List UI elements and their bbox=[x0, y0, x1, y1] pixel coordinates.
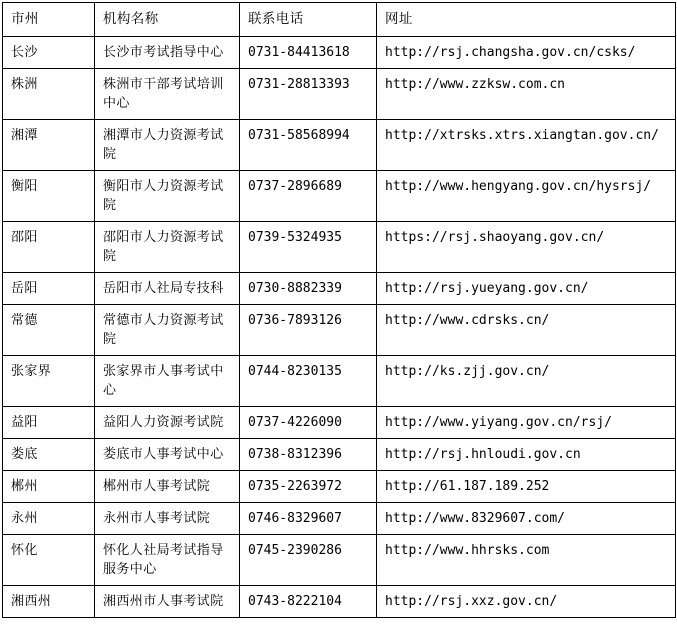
cell-phone: 0737-2896689 bbox=[240, 171, 377, 222]
cell-organization: 湘西州市人事考试院 bbox=[95, 586, 240, 618]
table-header bbox=[3, 3, 676, 37]
cell-city: 衡阳 bbox=[3, 171, 95, 222]
cell-url[interactable]: http://xtrsks.xtrs.xiangtan.gov.cn/ bbox=[377, 120, 676, 171]
cell-organization: 永州市人事考试院 bbox=[95, 503, 240, 535]
cell-url[interactable]: http://www.hhrsks.com bbox=[377, 535, 676, 586]
cell-organization: 益阳人力资源考试院 bbox=[95, 407, 240, 439]
cell-url[interactable]: http://rsj.yueyang.gov.cn/ bbox=[377, 273, 676, 305]
table-row bbox=[3, 222, 676, 273]
cell-city: 常德 bbox=[3, 305, 95, 356]
cell-city: 株洲 bbox=[3, 69, 95, 120]
cell-phone: 0730-8882339 bbox=[240, 273, 377, 305]
cell-organization: 株洲市干部考试培训中心 bbox=[95, 69, 240, 120]
table-row bbox=[3, 356, 676, 407]
cell-organization: 衡阳市人力资源考试院 bbox=[95, 171, 240, 222]
table-row bbox=[3, 171, 676, 222]
cell-phone: 0739-5324935 bbox=[240, 222, 377, 273]
cell-city: 邵阳 bbox=[3, 222, 95, 273]
cell-url[interactable]: http://www.zzksw.com.cn bbox=[377, 69, 676, 120]
table-row bbox=[3, 535, 676, 586]
cell-organization: 娄底市人事考试中心 bbox=[95, 439, 240, 471]
cell-city: 湘潭 bbox=[3, 120, 95, 171]
cell-phone: 0743-8222104 bbox=[240, 586, 377, 618]
column-header-organization: 机构名称 bbox=[95, 3, 240, 37]
table-row bbox=[3, 120, 676, 171]
cell-city: 永州 bbox=[3, 503, 95, 535]
cell-url[interactable]: http://61.187.189.252 bbox=[377, 471, 676, 503]
table-row bbox=[3, 37, 676, 69]
cell-organization: 湘潭市人力资源考试院 bbox=[95, 120, 240, 171]
cell-city: 长沙 bbox=[3, 37, 95, 69]
cell-url[interactable]: http://www.cdrsks.cn/ bbox=[377, 305, 676, 356]
exam-agency-contact-table bbox=[2, 2, 676, 618]
cell-city: 娄底 bbox=[3, 439, 95, 471]
cell-phone: 0746-8329607 bbox=[240, 503, 377, 535]
cell-url[interactable]: http://www.hengyang.gov.cn/hysrsj/ bbox=[377, 171, 676, 222]
table-row bbox=[3, 407, 676, 439]
cell-city: 怀化 bbox=[3, 535, 95, 586]
cell-organization: 张家界市人事考试中心 bbox=[95, 356, 240, 407]
cell-url[interactable]: http://www.8329607.com/ bbox=[377, 503, 676, 535]
cell-city: 湘西州 bbox=[3, 586, 95, 618]
cell-city: 益阳 bbox=[3, 407, 95, 439]
table-header-row bbox=[3, 3, 676, 37]
cell-organization: 长沙市考试指导中心 bbox=[95, 37, 240, 69]
cell-url[interactable]: http://rsj.xxz.gov.cn/ bbox=[377, 586, 676, 618]
cell-phone: 0736-7893126 bbox=[240, 305, 377, 356]
table-row bbox=[3, 503, 676, 535]
table-row bbox=[3, 69, 676, 120]
table-body bbox=[3, 37, 676, 618]
column-header-phone: 联系电话 bbox=[240, 3, 377, 37]
cell-city: 郴州 bbox=[3, 471, 95, 503]
cell-url[interactable]: https://rsj.shaoyang.gov.cn/ bbox=[377, 222, 676, 273]
cell-phone: 0745-2390286 bbox=[240, 535, 377, 586]
column-header-url: 网址 bbox=[377, 3, 676, 37]
table-row bbox=[3, 439, 676, 471]
document-page bbox=[0, 2, 677, 635]
cell-phone: 0738-8312396 bbox=[240, 439, 377, 471]
cell-phone: 0744-8230135 bbox=[240, 356, 377, 407]
cell-url[interactable]: http://rsj.changsha.gov.cn/csks/ bbox=[377, 37, 676, 69]
column-header-city: 市州 bbox=[3, 3, 95, 37]
cell-organization: 常德市人力资源考试院 bbox=[95, 305, 240, 356]
cell-phone: 0735-2263972 bbox=[240, 471, 377, 503]
cell-organization: 怀化人社局考试指导服务中心 bbox=[95, 535, 240, 586]
cell-city: 岳阳 bbox=[3, 273, 95, 305]
cell-url[interactable]: http://www.yiyang.gov.cn/rsj/ bbox=[377, 407, 676, 439]
cell-organization: 邵阳市人力资源考试院 bbox=[95, 222, 240, 273]
cell-phone: 0731-84413618 bbox=[240, 37, 377, 69]
cell-url[interactable]: http://rsj.hnloudi.gov.cn bbox=[377, 439, 676, 471]
table-row bbox=[3, 305, 676, 356]
table-row bbox=[3, 471, 676, 503]
table-row bbox=[3, 586, 676, 618]
cell-organization: 岳阳市人社局专技科 bbox=[95, 273, 240, 305]
cell-phone: 0731-58568994 bbox=[240, 120, 377, 171]
cell-phone: 0737-4226090 bbox=[240, 407, 377, 439]
cell-url[interactable]: http://ks.zjj.gov.cn/ bbox=[377, 356, 676, 407]
cell-city: 张家界 bbox=[3, 356, 95, 407]
cell-phone: 0731-28813393 bbox=[240, 69, 377, 120]
cell-organization: 郴州市人事考试院 bbox=[95, 471, 240, 503]
table-row bbox=[3, 273, 676, 305]
